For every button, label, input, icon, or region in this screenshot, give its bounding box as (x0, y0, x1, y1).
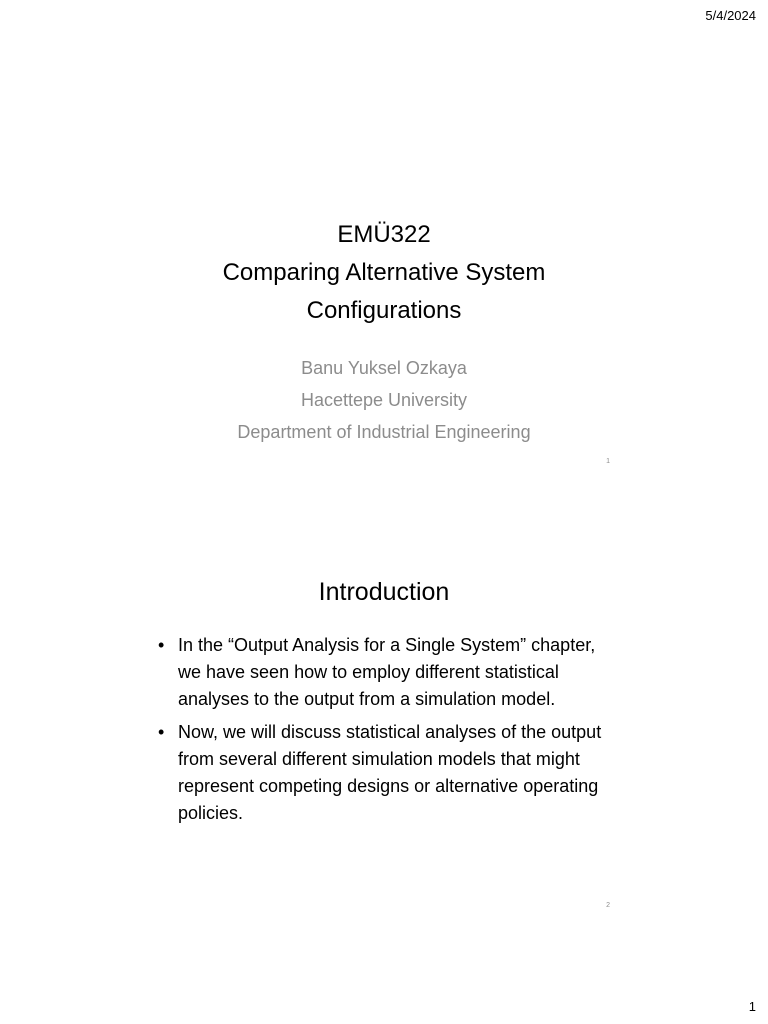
slide-subtitle (154, 352, 614, 448)
slide-number: 2 (606, 902, 610, 909)
bullet-icon: • (158, 722, 165, 742)
bullet-item (154, 719, 614, 827)
bullet-list (154, 632, 614, 827)
page-number: 1 (748, 999, 756, 1014)
bullet-icon: • (158, 635, 165, 655)
title-line: Comparing Alternative System (222, 259, 546, 286)
university-name: Hacettepe University (300, 390, 468, 410)
course-code: EMÜ322 (337, 221, 431, 248)
department-name: Department of Industrial Engineering (237, 422, 531, 442)
slide-thumbnail-1 (154, 216, 614, 476)
slide-title: Introduction (318, 578, 450, 606)
bullet-text: In the “Output Analysis for a Single System” chapter, we have seen how to employ different statistical analyses to the output from a simulation model. (178, 635, 596, 709)
slide-title (154, 216, 614, 330)
slide-thumbnail-2 (154, 566, 614, 909)
bullet-text: Now, we will discuss statistical analyses of the output from several different simulation models that might represent competing designs or alternative operating policies. (178, 722, 602, 823)
author-name: Banu Yuksel Ozkaya (301, 358, 467, 378)
title-line: Configurations (306, 297, 462, 324)
bullet-item (154, 632, 614, 713)
page-date: 5/4/2024 (705, 8, 756, 23)
slide-number: 1 (606, 458, 610, 465)
